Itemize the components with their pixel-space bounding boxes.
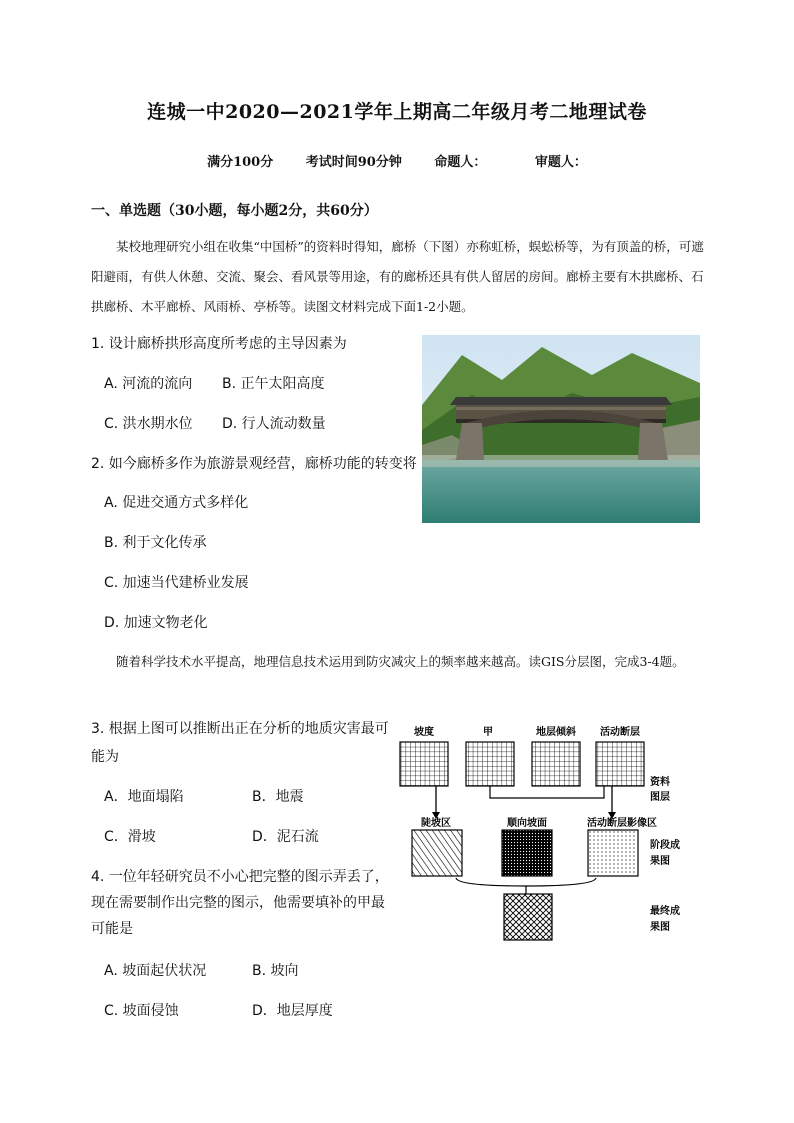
q4-option-b: B. 坡向: [252, 963, 299, 979]
q4-option-c: C. 坡面侵蚀: [104, 1003, 179, 1019]
q3-stem-line1: 3. 根据上图可以推断出正在分析的地质灾害最可: [91, 721, 389, 737]
stage-fault-image-label: 活动断层影像区: [587, 818, 657, 829]
layer-active-fault-label: 活动断层: [600, 727, 640, 738]
setter: 命题人：: [434, 155, 487, 170]
stage-steep-slope-box: [412, 830, 462, 876]
exam-info: [0, 151, 794, 170]
passage-1: 某校地理研究小组在收集“中国桥”的资料时得知，廊桥（下图）亦称虹桥，蜈蚣桥等，为有顶盖的桥，可遮阳避雨，有供人休憩、交流、聚会、看风景等用途，有的廊桥还具有供人留居的房间。廊桥主要有木拱廊桥、石拱廊桥、木平廊桥、风雨桥、亭桥等。读图文材料完成下面1-2小题。: [91, 239, 704, 314]
stage-fault-image-box: [588, 830, 638, 876]
q2-option-b: B. 利于文化传承: [104, 535, 207, 551]
q4-stem-line3: 可能是: [91, 921, 133, 937]
q3-option-a: A．地面塌陷: [104, 789, 184, 805]
q1-option-c: C. 洪水期水位: [104, 416, 193, 432]
layer-jia-grid: [466, 742, 514, 786]
q4-option-a: A. 坡面起伏状况: [104, 963, 207, 979]
final-result-box: [504, 894, 552, 940]
covered-bridge-photo: [422, 335, 700, 523]
layer-jia-label: 甲: [483, 727, 493, 738]
section-heading: 一、单选题（30小题，每小题2分，共60分）: [91, 203, 378, 219]
stage-dip-slope-label: 顺向坡面: [507, 818, 547, 829]
layer-strata-dip-grid: [532, 742, 580, 786]
q3-stem-line2: 能为: [91, 749, 119, 765]
page-title: 连城一中2020—2021学年上期高二年级月考二地理试卷: [147, 101, 647, 123]
stage-steep-slope-label: 陡坡区: [421, 818, 451, 829]
q1-stem: 1. 设计廊桥拱形高度所考虑的主导因素为: [91, 336, 347, 352]
layer-active-fault-grid: [596, 742, 644, 786]
stage-dip-slope-box: [502, 830, 552, 876]
layer-slope-label: 坡度: [414, 727, 434, 738]
full-score: 满分100分: [207, 155, 274, 170]
bracket-top: [490, 786, 604, 798]
gis-layer-diagram: [396, 718, 708, 950]
row1-label-b: 图层: [650, 792, 670, 803]
q1-option-a: A. 河流的流向: [104, 376, 193, 392]
q1-option-b: B. 正午太阳高度: [222, 376, 325, 392]
q4-option-d: D．地层厚度: [252, 1003, 333, 1019]
row1-label-a: 资料: [650, 777, 670, 788]
q2-option-a: A. 促进交通方式多样化: [104, 495, 249, 511]
q1-option-d: D. 行人流动数量: [222, 416, 326, 432]
q3-option-c: C．滑坡: [104, 829, 156, 845]
q3-option-d: D．泥石流: [252, 829, 319, 845]
layer-slope-grid: [400, 742, 448, 786]
q2-option-c: C. 加速当代建桥业发展: [104, 575, 249, 591]
layer-strata-dip-label: 地层倾斜: [536, 727, 576, 738]
q4-stem-line2: 现在需要制作出完整的图示，他需要填补的甲最: [91, 895, 385, 911]
reviewer: 审题人：: [534, 155, 587, 170]
row3-label-a: 最终成: [650, 906, 680, 917]
bracket-bottom: [456, 878, 596, 886]
q2-option-d: D. 加速文物老化: [104, 615, 208, 631]
exam-time: 考试时间90分钟: [305, 155, 402, 170]
row3-label-b: 果图: [650, 922, 670, 933]
row2-label-b: 果图: [650, 856, 670, 867]
row2-label-a: 阶段成: [650, 840, 680, 851]
passage-2: 随着科学技术水平提高，地理信息技术运用到防灾减灾上的频率越来越高。读GIS分层图，完成3-4题。: [116, 654, 685, 669]
q4-stem-line1: 4. 一位年轻研究员不小心把完整的图示弄丢了，: [91, 869, 389, 885]
q3-option-b: B．地震: [252, 789, 304, 805]
q2-stem: 2. 如今廊桥多作为旅游景观经营，廊桥功能的转变将: [91, 456, 417, 472]
